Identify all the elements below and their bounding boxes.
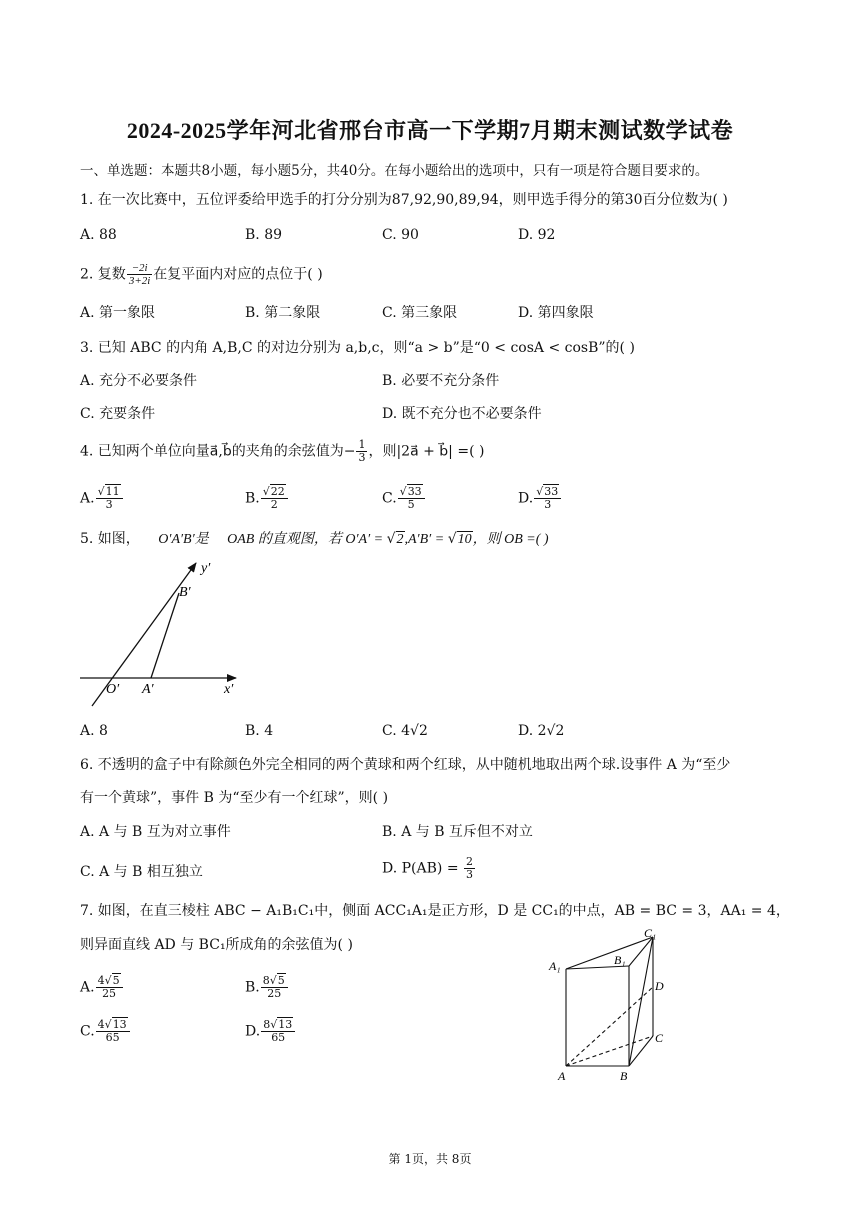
question-7-option-b: B. $\frac{8√5}{25}$: [245, 975, 289, 1000]
question-2-option-b: B. 第二象限: [245, 305, 321, 321]
question-6-option-b: B. A 与 B 互斥但不对立: [382, 824, 533, 840]
point-b1-label: B₁: [614, 953, 626, 967]
question-4-option-b: B. $\frac{√22}{2}$: [245, 486, 289, 511]
point-c1-label: C₁: [644, 926, 657, 940]
question-5-option-d: D. 2√2: [518, 723, 565, 739]
question-7-stem-line-1: 7. 如图，在直三棱柱 ABC − A₁B₁C₁中，侧面 ACC₁A₁是正方形，D 是 CC₁的中点，AB = BC = 3，AA₁ = 4，: [80, 903, 790, 919]
point-a-label: A: [558, 1069, 566, 1083]
point-c-label: C: [655, 1031, 664, 1045]
question-6-option-d: D. P(AB) = $\frac{2}{3}$: [382, 855, 473, 881]
question-7-stem-line-2: 则异面直线 AD 与 BC₁所成角的余弦值为( ): [80, 937, 353, 953]
question-2-stem: 2. 复数 $\frac{-2i}{3+2i}$ 在复平面内对应的点位于( ): [80, 262, 323, 287]
question-3-stem: 3. 已知 ABC 的内角 A,B,C 的对边分别为 a,b,c，则“a > b”是“0 < cosA < cosB”的( ): [80, 340, 635, 356]
y-axis-label: y′: [201, 561, 211, 576]
question-1-option-a: A. 88: [80, 227, 117, 243]
point-a-label: A′: [142, 682, 154, 697]
point-b-label: B′: [179, 585, 191, 600]
question-4-stem: 4. 已知两个单位向量a⃗,b⃗的夹角的余弦值为− $\frac{1}{3}$ ，则|2a⃗ + b⃗| =( ): [80, 438, 485, 464]
question-5-option-c: C. 4√2: [382, 723, 428, 739]
question-6-stem-line-1: 6. 不透明的盒子中有除颜色外完全相同的两个黄球和两个红球，从中随机地取出两个球.设事件 A 为“至少: [80, 757, 731, 773]
question-1-option-b: B. 89: [245, 227, 283, 243]
triangular-prism-figure: [540, 924, 680, 1086]
question-1-option-d: D. 92: [518, 227, 556, 243]
question-6-option-a: A. A 与 B 互为对立事件: [80, 824, 231, 840]
question-5-option-a: A. 8: [80, 723, 108, 739]
question-4-option-c: C. $\frac{√33}{5}$: [382, 486, 426, 511]
question-2-option-d: D. 第四象限: [518, 305, 594, 321]
section-heading: 一、单选题：本题共8小题，每小题5分，共40分。在每小题给出的选项中，只有一项是符合题目要求的。: [80, 163, 709, 179]
question-7-option-d: D. $\frac{8√13}{65}$: [245, 1019, 296, 1044]
question-1-stem: 1. 在一次比赛中，五位评委给甲选手的打分分别为87,92,90,89,94，则甲选手得分的第30百分位数为( ): [80, 192, 728, 208]
question-4-option-d: D. $\frac{√33}{3}$: [518, 486, 562, 511]
page-title: 2024-2025学年河北省邢台市高一下学期7月期末测试数学试卷: [126, 118, 734, 143]
question-2-option-a: A. 第一象限: [80, 305, 156, 321]
point-a1-label: A₁: [549, 959, 561, 973]
question-6-stem-line-2: 有一个黄球”，事件 B 为“至少有一个红球”，则( ): [80, 790, 389, 806]
question-3-option-d: D. 既不充分也不必要条件: [382, 406, 542, 422]
page-footer: 第 1页，共 8页: [388, 1152, 472, 1166]
x-axis-label: x′: [224, 682, 234, 697]
question-7-option-c: C. $\frac{4√13}{65}$: [80, 1019, 131, 1044]
question-5-stem: 5. 如图， O′A′B′是 OAB 的直观图，若 O′A′ = √2,A′B′ = √10，则 OB =( ): [80, 531, 549, 547]
question-7-option-a: A. $\frac{4√5}{25}$: [80, 975, 124, 1000]
question-6-option-c: C. A 与 B 相互独立: [80, 864, 203, 880]
question-1-option-c: C. 90: [382, 227, 419, 243]
point-d-label: D: [655, 979, 664, 993]
point-o-label: O′: [106, 682, 120, 697]
question-4-option-a: A. $\frac{√11}{3}$: [80, 486, 124, 511]
question-3-option-a: A. 充分不必要条件: [80, 373, 198, 389]
point-b-label: B: [620, 1069, 628, 1083]
question-3-option-c: C. 充要条件: [80, 406, 156, 422]
oblique-projection-figure: [78, 558, 248, 708]
question-2-option-c: C. 第三象限: [382, 305, 458, 321]
question-5-option-b: B. 4: [245, 723, 274, 739]
question-3-option-b: B. 必要不充分条件: [382, 373, 500, 389]
